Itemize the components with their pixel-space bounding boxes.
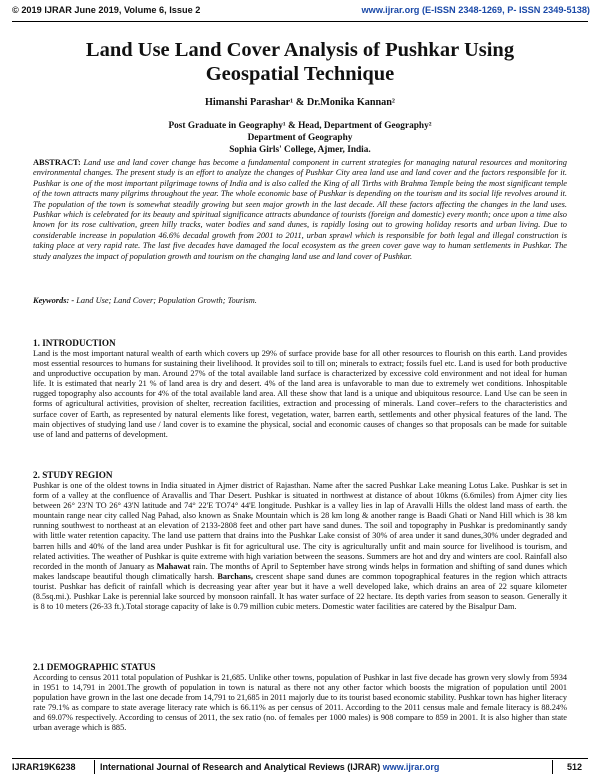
study-bold-barchans: Barchans, <box>217 571 253 581</box>
study-bold-mahawat: Mahawat <box>156 561 191 571</box>
footer-site-link[interactable]: www.ijrar.org <box>382 762 440 772</box>
page-number: 512 <box>566 762 582 772</box>
demographic-text: According to census 2011 total population of Pushkar is 21,685. Unlike other towns, population of Pushkar in last five decade has grown very slowly from 5934 in 1951 to 14,791 in 2001.The growth of population in town is natural as there not any other factor which boosts the migration of population until 2001 population have grown in the last one decade from 14,791 to 21,685 in 2011 majorly due to its tourist based economic stability. Pushkar town has higher literacy rate 79.1% as compare to state average literacy rate which is 66.11% as per census of 2011. According to the 2011 census male and female literacy is 88.24% and 69.07% respectively. According to census of 2011, the sex ratio (no. of females per 1000 males) is 908 compare to 859 in 2001. It is also higher than state urban average which is 885. <box>33 673 567 733</box>
keywords-label: Keywords: - <box>33 296 75 305</box>
journal-site-link[interactable]: www.ijrar.org <box>361 5 420 15</box>
affiliations <box>0 120 600 156</box>
issn-text: (E-ISSN 2348-1269, P- ISSN 2349-5138) <box>421 5 590 15</box>
journal-issue: © 2019 IJRAR June 2019, Volume 6, Issue 2 <box>12 5 201 15</box>
intro-heading: 1. INTRODUCTION <box>33 338 116 348</box>
study-text-a: Pushkar is one of the oldest towns in India situated in Ajmer district of Rajasthan. Name after the sacred Pushkar Lake meaning Lotus Lake. Pushkar is set in form of a valley at the confluence of Aravallis and Thar Desert. Pushkar is situated in northwest at distance of about 10kms (6.6miles) from Ajmer city lies between 26° 23'N TO 26° 43'N latitude and 74° 22'E TO74° 44'E longitude. Pushkar is a valley lies in lap of Aravalli Hills the oldest land mass of earth. the mountain range near city called Nag Pahad, also known as Snake Mountain which is 28 km long & another range is Baadi Ghati or Nand Hill which is 38 km running southwest to northeast at an elevation of 2133-2808 feet and other part have sand dunes. The soil and topography in Pushkar is predominantly sandy with little water retention capacity. The land use pattern that drains into the Pushkar Lake consist of 30% of area under it sand dunes,30% under degraded and barren hills and 40% of the land area under Pushkar is fit for agricultural use. The city is agriculturally unfit and main source for livelihood is tourism, and related activities. The weather of Pushkar is quite extreme with high variation between the seasons. Summers are hot and dry and winters are cool. Rainfall also recorded in the month of January as <box>33 481 567 571</box>
footer-rule <box>12 758 588 759</box>
study-text-b: rain. The months of April to September have strong winds helps in formation and shifting of sand dunes which makes landscape beautiful though climatically harsh. <box>33 561 567 581</box>
abstract-text: Land use and land cover change has become a fundamental component in current strategies for managing natural resources and monitoring environmental changes. The present study is an effort to analyze the changes of Pushkar City area land use and land cover and the factors responsible for it. Pushkar is one of the most important pilgrimage towns of India and is also called the King of all Tirths with Brahma Temple being the most significant temple of the town attracts many pilgrims throughout the year. The whole economic base of Pushkar is depending on the tourism and its social life revolves around it. The population of the town is somewhat steadily growing but seen major growth in the last decade. All these factors affecting the changes in the land uses. Pushkar which is celebrated for its beauty and spiritual significance attracts abundance of tourists (foreign and domestic) every month; once upon a time also known for its rose cultivation, green hilly tracks, water bodies and sand dunes, is rapidly losing out to growing holiday resorts and urban living. Due to considerable increase in population 46.6% decadal growth from 2001 to 2011, urban sprawl which is responsible for both legal and illegal construction is taking place at very rapid rate. The last five decades have damaged the local ecosystem as the green cover gave way to human settlements in Pushkar. The study analyzes the impact of population growth and tourism on the changing land use and land cover of Pushkar. <box>33 158 567 261</box>
study-region-heading: 2. STUDY REGION <box>33 470 113 480</box>
study-region-text <box>33 481 567 612</box>
running-footer <box>12 760 588 774</box>
demographic-heading: 2.1 DEMOGRAPHIC STATUS <box>33 662 156 672</box>
journal-name-text: International Journal of Research and Analytical Reviews (IJRAR) <box>100 762 383 772</box>
affiliation-line-1: Post Graduate in Geography¹ & Head, Department of Geography² <box>168 121 432 131</box>
paper-id: IJRAR19K6238 <box>12 762 76 772</box>
journal-links <box>362 5 590 15</box>
abstract <box>33 158 567 262</box>
header-rule <box>12 21 588 22</box>
footer-separator-1 <box>94 760 95 774</box>
study-text-c: crescent shape sand dunes are common topographical features in the region which attracts tourist. Pushkar has deficit of rainfall which is decreasing year after year but it have a well developed lake, which drains an area of 22 square kilometer (8.5sq.mi.). Pushkar Lake is perennial lake sourced by monsoon rainfall. It has water surface of 22 hectare. Its depth varies from season to season. Generally it is 8 to 10 meters (26-33 ft.).Total storage capacity of lake is 0.79 million cubic meters. Domestic water facilities are catered by the Bisalpur Dam. <box>33 571 567 612</box>
title-line-2: Geospatial Technique <box>205 63 395 85</box>
authors: Himanshi Parashar¹ & Dr.Monika Kannan² <box>205 97 395 108</box>
keywords <box>33 296 567 305</box>
intro-text: Land is the most important natural wealth of earth which covers up 29% of surface provide base for all other resources to flourish on this earth. Land provides most essential resources to humans for sustaining their livelihood. It provides soil to till on; minerals to extract; fossils fuel etc. Land is used for both productive and unproductive occupation by man. Around 27% of the total available land surface is characterized by excessive cold environment and not ideal for human life. It is estimated that nearly 21 % of land area is dry and desert. 4% of the land area is unfavorable to man due to extremely wet conditions. Inhospitable rugged topography also accounts for 4% of the total available land area. All these show that land is a unique and ubiquitous resource. Land Use can be seen in forms of agricultural activities, provision of shelter, recreation facilities, extraction and processing of minerals. Land cover–refers to the characteristics and surface cover of Earth, as represented by natural elements like forest, vegetation, water, barren earth, settlements and other physical features of the land. The main objectives of studying land use / land cover is to examine the physical, social and economic causes of changes so that proposals can be made for suitable use of land and patterns of development. <box>33 349 567 439</box>
abstract-label: ABSTRACT: <box>33 158 81 167</box>
title-line-1: Land Use Land Cover Analysis of Pushkar Using <box>85 39 515 61</box>
paper-title <box>40 38 560 86</box>
running-header <box>0 0 600 20</box>
affiliation-line-2: Department of Geography <box>247 133 353 143</box>
journal-name <box>100 762 439 772</box>
footer-separator-2 <box>552 760 553 774</box>
keywords-text: Land Use; Land Cover; Population Growth; Tourism. <box>74 296 257 305</box>
affiliation-line-3: Sophia Girls' College, Ajmer, India. <box>229 145 371 155</box>
